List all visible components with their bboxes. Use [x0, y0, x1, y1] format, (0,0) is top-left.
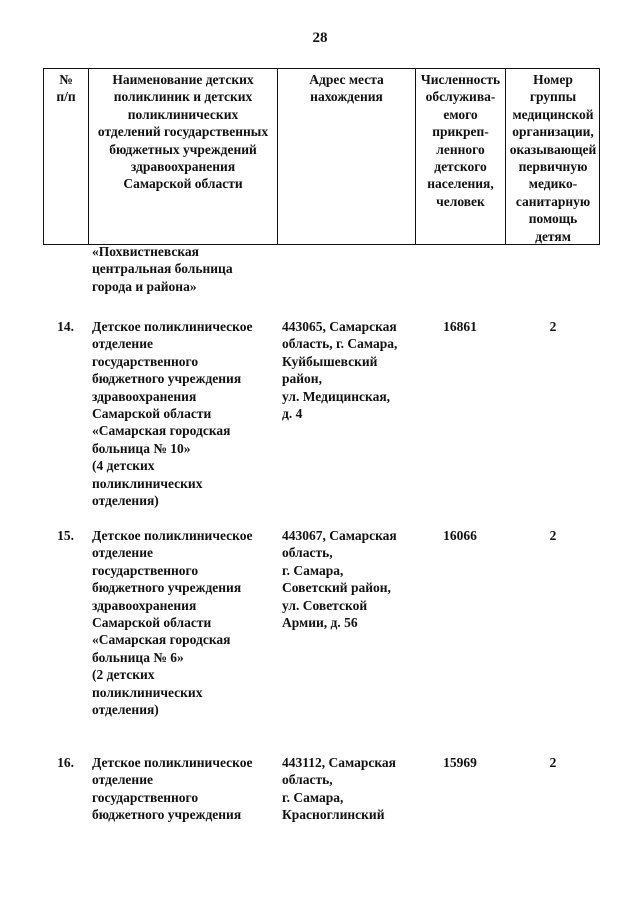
continuation-text: «Похвистневская центральная больница города и района» [92, 244, 233, 294]
row-name: Детское поликлиническое отделение государственного бюджетного учреждения [92, 755, 253, 823]
header-population: Численность обслужива- емого прикреп- ленного детского населения, человек [420, 72, 501, 209]
row-group: 2 [549, 319, 557, 334]
header-group: Номер группы медицинской организации, оказывающей первичную медико- санитарную помощь детям [509, 72, 597, 244]
row-address: 443112, Самарская область, г. Самара, Красноглинский [282, 755, 396, 823]
header-name: Наименование детских поликлиник и детских поликлинических отделений государственных бюджетных учреждений здравоохранения Самарской области [97, 72, 269, 192]
header-number: № п/п [56, 72, 76, 105]
row-name: Детское поликлиническое отделение государственного бюджетного учреждения здравоохранения Самарской области «Самарская городская больница № 6» (2 детских поликлинических отделения) [92, 528, 253, 718]
page-number: 28 [312, 30, 328, 46]
row-name: Детское поликлиническое отделение государственного бюджетного учреждения здравоохранения Самарской области «Самарская городская больница № 10» (4 детских поликлинических отделения) [92, 319, 253, 509]
row-address: 443065, Самарская область, г. Самара, Куйбышевский район, ул. Медицинская, д. 4 [282, 319, 398, 422]
row-group: 2 [549, 528, 557, 543]
row-number: 16. [57, 755, 74, 770]
row-address: 443067, Самарская область, г. Самара, Советский район, ул. Советской Армии, д. 56 [282, 528, 397, 631]
row-number: 14. [57, 319, 74, 334]
row-population: 16066 [443, 528, 477, 543]
header-address: Адрес места нахождения [309, 72, 384, 105]
row-population: 16861 [443, 319, 477, 334]
row-population: 15969 [443, 755, 477, 770]
row-number: 15. [57, 528, 74, 543]
row-group: 2 [549, 755, 557, 770]
